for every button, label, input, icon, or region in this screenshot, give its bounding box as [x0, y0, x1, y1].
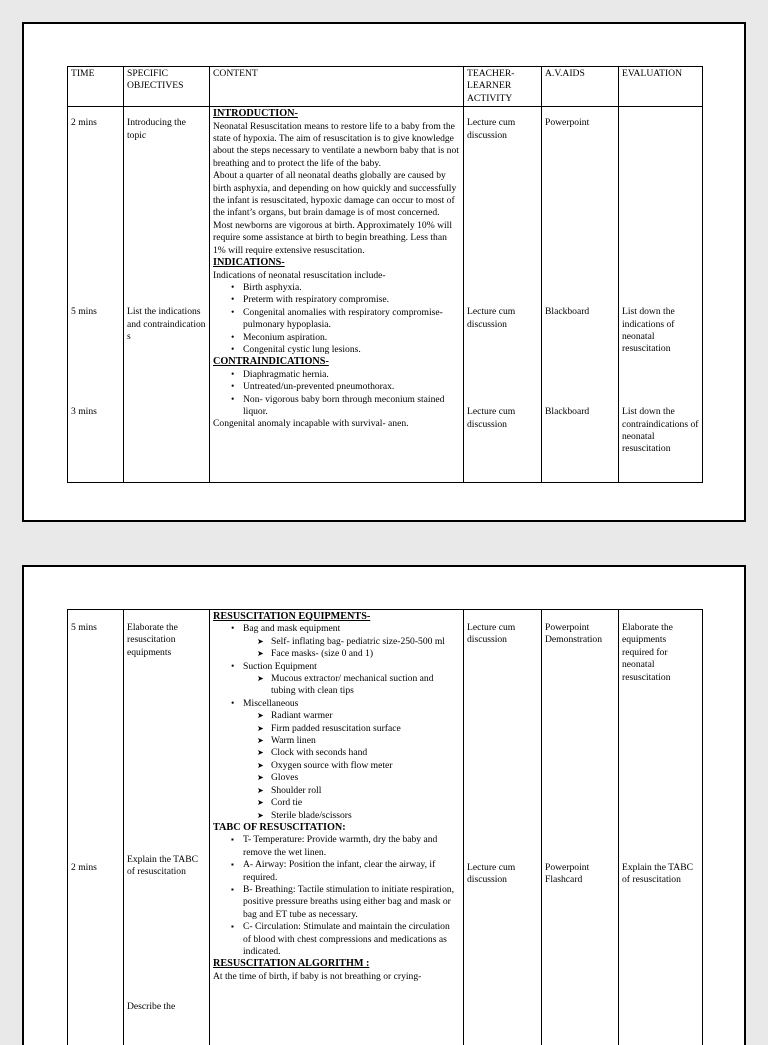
- aids-text: Blackboard: [542, 406, 618, 418]
- sub-list: [243, 673, 460, 698]
- list-item: [213, 661, 460, 698]
- lesson-plan-table-2: [67, 609, 703, 1045]
- list-item: ▪ T- Temperature: Provide warmth, dry the baby and remove the wet linen.: [213, 834, 460, 859]
- section-heading: CONTRAINDICATIONS-: [213, 356, 460, 368]
- evaluation-text: Explain the TABC of resuscitation: [619, 862, 702, 887]
- aids-text: Powerpoint Flashcard: [542, 862, 618, 887]
- section-heading: TABC OF RESUSCITATION:: [213, 822, 460, 834]
- paragraph: At the time of birth, if baby is not breathing or crying-: [213, 971, 460, 983]
- sub-list: [243, 710, 460, 822]
- list-item: ➤ Oxygen source with flow meter: [243, 760, 460, 772]
- time-value: 3 mins: [68, 406, 123, 418]
- list-item: ▪ A- Airway: Position the infant, clear the airway, if required.: [213, 859, 460, 884]
- list-item: ➤ Gloves: [243, 772, 460, 784]
- list-item: ➤ Clock with seconds hand: [243, 747, 460, 759]
- time-cell: [68, 610, 124, 1045]
- activity-cell: [464, 610, 542, 1045]
- list-item: • Meconium aspiration.: [213, 332, 460, 344]
- table-row: [68, 107, 703, 483]
- paragraph: Neonatal Resuscitation means to restore life to a baby from the state of hypoxia. The aim of resuscitation is to give knowledge about the steps necessary to ventilate a newborn baby that is not breathing and to protect the life of the baby.: [213, 121, 460, 171]
- list-item: ▪ C- Circulation: Stimulate and maintain the circulation of blood with chest compressions and medications as indicated.: [213, 921, 460, 958]
- list-item: • Untreated/un-prevented pneumothorax.: [213, 381, 460, 393]
- objective-text: Elaborate the resuscitation equipments: [124, 622, 209, 659]
- header-objectives: SPECIFIC OBJECTIVES: [124, 67, 210, 107]
- activity-text: Lecture cum discussion: [464, 117, 541, 142]
- header-time: TIME: [68, 67, 124, 107]
- paragraph: Most newborns are vigorous at birth. Approximately 10% will require some assistance at birth to begin breathing. Less than 1% will require extensive resuscitation.: [213, 220, 460, 257]
- list-item: ➤ Mucous extractor/ mechanical suction and tubing with clean tips: [243, 673, 460, 698]
- list-item: ➤ Warm linen: [243, 735, 460, 747]
- evaluation-text: List down the contraindications of neonatal resuscitation: [619, 406, 702, 456]
- objective-text: Describe the: [124, 1001, 209, 1013]
- section-heading: RESUSCITATION EQUIPMENTS-: [213, 611, 460, 623]
- time-value: 5 mins: [68, 306, 123, 318]
- activity-cell: [464, 107, 542, 483]
- paragraph: Indications of neonatal resuscitation include-: [213, 270, 460, 282]
- aids-text: Powerpoint Demonstration: [542, 622, 618, 647]
- activity-text: Lecture cum discussion: [464, 862, 541, 887]
- activity-text: Lecture cum discussion: [464, 406, 541, 431]
- document-page-1: [22, 22, 746, 522]
- section-heading: INTRODUCTION-: [213, 108, 460, 120]
- document-page-2: [22, 565, 746, 1045]
- equipment-list: [213, 623, 460, 822]
- list-item: ➤ Shoulder roll: [243, 785, 460, 797]
- aids-text: Powerpoint: [542, 117, 618, 129]
- equipment-group-label: Miscellaneous: [243, 698, 298, 709]
- list-item: ➤ Radiant warmer: [243, 710, 460, 722]
- aids-cell: [542, 610, 619, 1045]
- paragraph: About a quarter of all neonatal deaths globally are caused by birth asphyxia, and depending on how quickly and successfully the infant is resuscitated, hypoxic damage can occur to most of the infant’s organs, but brain damage is of most concerned.: [213, 170, 460, 220]
- list-item: ➤ Sterile blade/scissors: [243, 810, 460, 822]
- lesson-plan-table-1: [67, 66, 703, 483]
- paragraph: Congenital anomaly incapable with survival- anen.: [213, 418, 460, 430]
- time-cell: [68, 107, 124, 483]
- list-item: • Non- vigorous baby born through meconium stained liquor.: [213, 394, 460, 419]
- list-item: ➤ Firm padded resuscitation surface: [243, 723, 460, 735]
- evaluation-cell: [619, 610, 703, 1045]
- list-item: ➤ Cord tie: [243, 797, 460, 809]
- header-activity: TEACHER-LEARNER ACTIVITY: [464, 67, 542, 107]
- objective-cell: [124, 610, 210, 1045]
- header-aids: A.V.AIDS: [542, 67, 619, 107]
- list-item: • Diaphragmatic hernia.: [213, 369, 460, 381]
- sub-list: [243, 636, 460, 661]
- list-item: • Birth asphyxia.: [213, 282, 460, 294]
- table-header-row: [68, 67, 703, 107]
- list-item: • Congenital cystic lung lesions.: [213, 344, 460, 356]
- list-item: ➤ Self- inflating bag- pediatric size-250-500 ml: [243, 636, 460, 648]
- content-cell: [210, 107, 464, 483]
- evaluation-text: List down the indications of neonatal resuscitation: [619, 306, 702, 356]
- equipment-group-label: Bag and mask equipment: [243, 623, 340, 634]
- list-item: [213, 623, 460, 660]
- contraindications-list: [213, 369, 460, 419]
- list-item: ➤ Face masks- (size 0 and 1): [243, 648, 460, 660]
- objective-cell: [124, 107, 210, 483]
- evaluation-text: Elaborate the equipments required for neonatal resuscitation: [619, 622, 702, 684]
- aids-text: Blackboard: [542, 306, 618, 318]
- section-heading: RESUSCITATION ALGORITHM :: [213, 958, 460, 970]
- objective-text: List the indications and contraindication s: [124, 306, 209, 343]
- list-item: • Preterm with respiratory compromise.: [213, 294, 460, 306]
- tabc-list: [213, 834, 460, 958]
- objective-text: Introducing the topic: [124, 117, 209, 142]
- time-value: 5 mins: [68, 622, 123, 634]
- section-heading: INDICATIONS-: [213, 257, 460, 269]
- time-value: 2 mins: [68, 862, 123, 874]
- equipment-group-label: Suction Equipment: [243, 661, 317, 672]
- activity-text: Lecture cum discussion: [464, 622, 541, 647]
- time-value: 2 mins: [68, 117, 123, 129]
- aids-cell: [542, 107, 619, 483]
- indications-list: [213, 282, 460, 356]
- header-content: CONTENT: [210, 67, 464, 107]
- header-evaluation: EVALUATION: [619, 67, 703, 107]
- list-item: • Congenital anomalies with respiratory compromise- pulmonary hypoplasia.: [213, 307, 460, 332]
- list-item: [213, 698, 460, 822]
- evaluation-cell: [619, 107, 703, 483]
- content-cell: [210, 610, 464, 1045]
- objective-text: Explain the TABC of resuscitation: [124, 854, 209, 879]
- list-item: ▪ B- Breathing: Tactile stimulation to initiate respiration, positive pressure breaths using either bag and mask or bag and ET tube as necessary.: [213, 884, 460, 921]
- table-row: [68, 610, 703, 1045]
- activity-text: Lecture cum discussion: [464, 306, 541, 331]
